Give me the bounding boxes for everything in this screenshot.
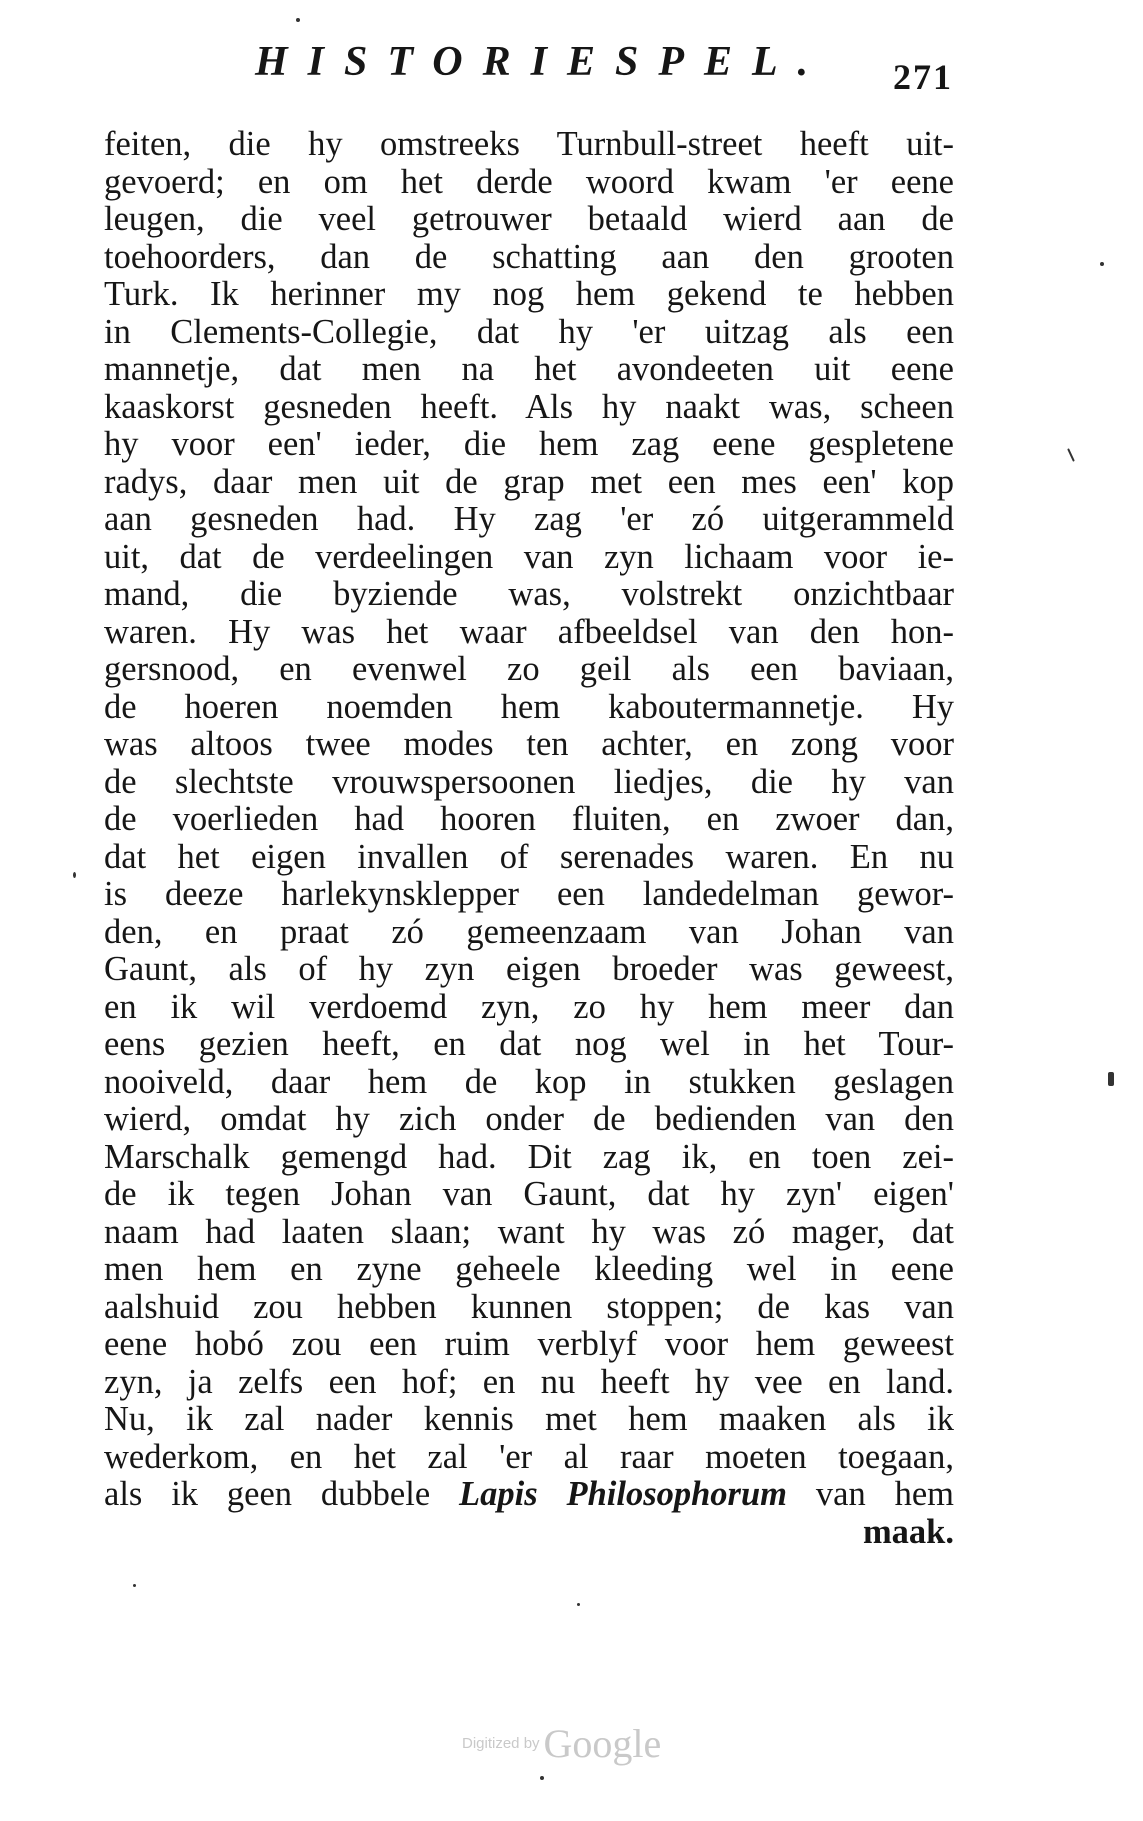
text-line: gersnood, en evenwel zo geil als een baviaan, xyxy=(104,650,954,688)
digitization-watermark xyxy=(462,1720,661,1767)
text-line: en ik wil verdoemd zyn, zo hy hem meer dan xyxy=(104,987,954,1026)
text-line: nooiveld, daar hem de kop in stukken geslagen xyxy=(104,1062,954,1101)
text-line: eens gezien heeft, en dat nog wel in het Tour- xyxy=(104,1025,954,1063)
text-line: in Clements-Collegie, dat hy 'er uitzag als een xyxy=(104,312,954,351)
text-line: Gaunt, als of hy zyn eigen broeder was geweest, xyxy=(104,950,954,988)
text-line: feiten, die hy omstreeks Turnbull-street heeft uit- xyxy=(104,125,954,163)
print-speck xyxy=(1100,262,1104,266)
text-line: den, en praat zó gemeenzaam van Johan van xyxy=(104,912,954,951)
text-line: is deeze harlekynsklepper een landedelman gewor- xyxy=(104,875,954,913)
italic-phrase: Lapis Philosophorum xyxy=(459,1475,788,1513)
print-speck xyxy=(540,1776,544,1780)
text-line: toehoorders, dan de schatting aan den grooten xyxy=(104,237,954,276)
text-line: naam had laaten slaan; want hy was zó mager, dat xyxy=(104,1212,954,1251)
text-line: zyn, ja zelfs een hof; en nu heeft hy vee en land. xyxy=(104,1362,954,1401)
text-line: Nu, ik zal nader kennis met hem maaken als ik xyxy=(104,1400,954,1438)
text-line: men hem en zyne geheele kleeding wel in eene xyxy=(104,1250,954,1288)
text-line: hy voor een' ieder, die hem zag eene gespletene xyxy=(104,425,954,463)
text-span: als ik geen dubbele xyxy=(104,1475,431,1513)
text-line: was altoos twee modes ten achter, en zong voor xyxy=(104,725,954,763)
print-speck xyxy=(73,872,76,878)
text-line: waren. Hy was het waar afbeeldsel van den hon- xyxy=(104,612,954,651)
print-speck xyxy=(577,1603,580,1606)
text-line: de ik tegen Johan van Gaunt, dat hy zyn' eigen' xyxy=(104,1175,954,1213)
text-line: gevoerd; en om het derde woord kwam 'er eene xyxy=(104,162,954,201)
last-word: maak. xyxy=(862,1512,954,1551)
text-line: Turk. Ik herinner my nog hem gekend te hebben xyxy=(104,275,954,313)
page-number: 271 xyxy=(893,57,953,97)
text-line: aan gesneden had. Hy zag 'er zó uitgerammeld xyxy=(104,500,954,538)
print-speck xyxy=(296,18,300,22)
text-line: wederkom, en het zal 'er al raar moeten toegaan, xyxy=(104,1437,954,1476)
text-line: uit, dat de verdeelingen van zyn lichaam voor ie- xyxy=(104,537,954,576)
text-line: de voerlieden had hooren fluiten, en zwoer dan, xyxy=(104,800,954,838)
text-line: aalshuid zou hebben kunnen stoppen; de kas van xyxy=(104,1287,954,1326)
body-text xyxy=(104,126,954,1551)
print-speck xyxy=(1067,448,1075,462)
text-line-final xyxy=(104,1476,954,1514)
text-line: dat het eigen invallen of serenades waren. En nu xyxy=(104,837,954,876)
text-line: leugen, die veel getrouwer betaald wierd aan de xyxy=(104,200,954,238)
text-line: wierd, omdat hy zich onder de bedienden van den xyxy=(104,1100,954,1138)
print-speck xyxy=(133,1584,136,1587)
text-line: kaaskorst gesneden heeft. Als hy naakt was, scheen xyxy=(104,387,954,426)
text-line: Marschalk gemengd had. Dit zag ik, en toen zei- xyxy=(104,1137,954,1176)
text-line: mand, die byziende was, volstrekt onzichtbaar xyxy=(104,575,954,613)
text-line: eene hobó zou een ruim verblyf voor hem geweest xyxy=(104,1325,954,1363)
print-speck xyxy=(1108,1072,1114,1086)
google-logo: Google xyxy=(543,1721,662,1766)
running-title: HISTORIESPEL. xyxy=(255,39,829,85)
text-line: de slechtste vrouwspersoonen liedjes, die hy van xyxy=(104,762,954,801)
text-line: de hoeren noemden hem kaboutermannetje. Hy xyxy=(104,687,954,726)
digitized-label: Digitized by xyxy=(462,1735,540,1752)
text-line: mannetje, dat men na het avondeeten uit eene xyxy=(104,350,954,388)
text-line: radys, daar men uit de grap met een mes een' kop xyxy=(104,462,954,501)
text-span: van hem xyxy=(815,1475,955,1513)
